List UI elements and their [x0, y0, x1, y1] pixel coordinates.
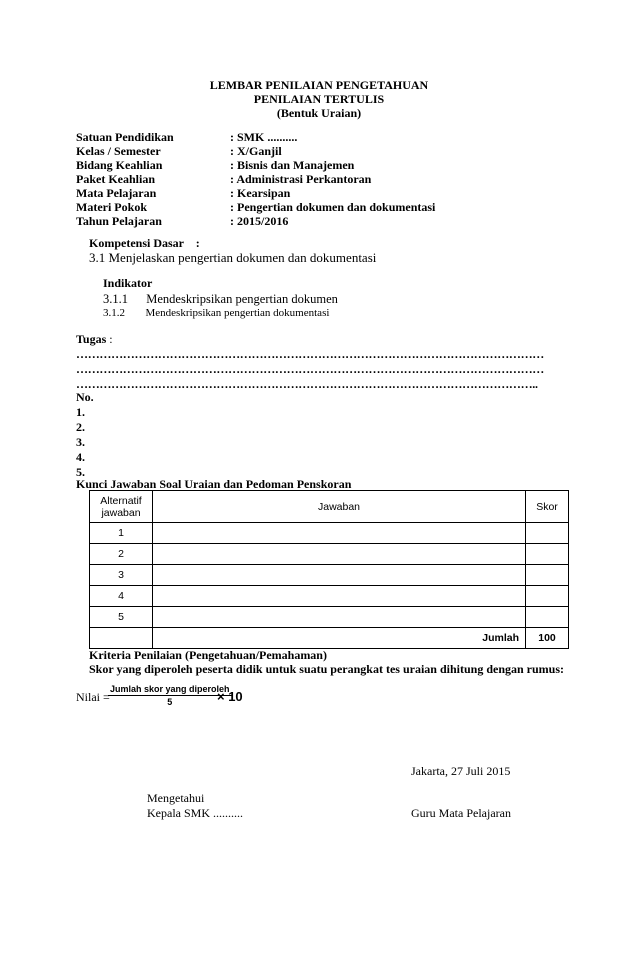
answer-cell[interactable]: [153, 586, 526, 607]
identity-label: Materi Pokok: [76, 200, 147, 214]
formula-multiplier: × 10: [217, 689, 243, 704]
question-number: 4.: [76, 450, 85, 464]
answer-line: …………………………………………………………………………………………………………: [76, 347, 545, 361]
score-cell[interactable]: [526, 586, 569, 607]
table-row: [90, 523, 569, 544]
identity-row: [76, 172, 596, 186]
mengetahui-label: Mengetahui: [147, 791, 205, 805]
total-empty-cell: [90, 628, 153, 649]
tugas-colon: :: [106, 332, 113, 346]
identity-label: Mata Pelajaran: [76, 186, 157, 200]
indikator-item: [103, 292, 338, 307]
identity-value: : Administrasi Perkantoran: [230, 172, 372, 186]
kunci-title: Kunci Jawaban Soal Uraian dan Pedoman Penskoran: [76, 477, 352, 491]
table-total-row: [90, 628, 569, 649]
formula-denominator: 5: [167, 697, 173, 707]
header-alternatif-line2: jawaban: [101, 506, 141, 519]
score-cell[interactable]: [526, 565, 569, 586]
identity-label: Satuan Pendidikan: [76, 130, 174, 144]
indikator-item: [103, 307, 329, 319]
jumlah-value: 100: [526, 628, 569, 649]
answer-line: …………………………………………………………………………………………………………: [76, 362, 545, 376]
kepala-sekolah-label: Kepala SMK ..........: [147, 806, 243, 820]
header-alternatif: [90, 491, 153, 523]
formula-prefix: Nilai =: [76, 690, 110, 704]
indikator-number: 3.1.2: [103, 307, 125, 319]
place-date: Jakarta, 27 Juli 2015: [411, 764, 511, 778]
question-number: 1.: [76, 405, 85, 419]
doc-subtitle: PENILAIAN TERTULIS: [253, 92, 385, 106]
identity-row: [76, 200, 596, 214]
indikator-label: Indikator: [103, 276, 153, 290]
doc-form-type: (Bentuk Uraian): [276, 106, 362, 120]
identity-label: Kelas / Semester: [76, 144, 161, 158]
row-number: 2: [90, 544, 153, 565]
indikator-text: Mendeskripsikan pengertian dokumen: [146, 292, 338, 306]
answer-line: ………………………………………………………………………………………………………..: [76, 377, 538, 391]
formula-numerator: Jumlah skor yang diperoleh: [110, 684, 230, 694]
identity-value: : Bisnis dan Manajemen: [230, 158, 355, 172]
identity-label: Bidang Keahlian: [76, 158, 163, 172]
kriteria-title: Kriteria Penilaian (Pengetahuan/Pemahaman): [89, 648, 327, 662]
identity-label: Tahun Pelajaran: [76, 214, 162, 228]
tugas-heading: [76, 332, 113, 347]
kriteria-text: Skor yang diperoleh peserta didik untuk suatu perangkat tes uraian dihitung dengan rumus:: [89, 662, 565, 676]
identity-value: : SMK ..........: [230, 130, 298, 144]
no-label: No.: [76, 390, 94, 404]
row-number: 4: [90, 586, 153, 607]
row-number: 3: [90, 565, 153, 586]
table-row: [90, 607, 569, 628]
score-cell[interactable]: [526, 607, 569, 628]
header-alternatif-line1: Alternatif: [100, 494, 142, 507]
score-cell[interactable]: [526, 523, 569, 544]
guru-label: Guru Mata Pelajaran: [411, 806, 511, 820]
jumlah-label: Jumlah: [153, 628, 526, 649]
scoring-table: [89, 490, 569, 649]
score-cell[interactable]: [526, 544, 569, 565]
kompetensi-label: Kompetensi Dasar :: [89, 236, 200, 250]
answer-cell[interactable]: [153, 523, 526, 544]
formula-fraction: [108, 684, 232, 707]
row-number: 1: [90, 523, 153, 544]
question-number: 5.: [76, 465, 85, 479]
question-number: 3.: [76, 435, 85, 449]
table-row: [90, 544, 569, 565]
answer-cell[interactable]: [153, 607, 526, 628]
identity-label: Paket Keahlian: [76, 172, 156, 186]
identity-value: : Kearsipan: [230, 186, 291, 200]
row-number: 5: [90, 607, 153, 628]
answer-cell[interactable]: [153, 565, 526, 586]
identity-value: : 2015/2016: [230, 214, 289, 228]
table-row: [90, 586, 569, 607]
identity-row: [76, 214, 596, 228]
header-jawaban: Jawaban: [153, 491, 526, 523]
table-row: [90, 565, 569, 586]
identity-row: [76, 144, 596, 158]
identity-row: [76, 186, 596, 200]
doc-title: LEMBAR PENILAIAN PENGETAHUAN: [209, 78, 429, 92]
identity-row: [76, 158, 596, 172]
kompetensi-item: 3.1 Menjelaskan pengertian dokumen dan dokumentasi: [89, 250, 377, 265]
identity-row: [76, 130, 596, 144]
header-skor: Skor: [526, 491, 569, 523]
identity-value: : Pengertian dokumen dan dokumentasi: [230, 200, 436, 214]
table-header-row: [90, 491, 569, 523]
indikator-text: Mendeskripsikan pengertian dokumentasi: [145, 307, 330, 319]
question-number: 2.: [76, 420, 85, 434]
indikator-number: 3.1.1: [103, 292, 128, 306]
identity-value: : X/Ganjil: [230, 144, 282, 158]
tugas-label: Tugas: [76, 332, 107, 346]
answer-cell[interactable]: [153, 544, 526, 565]
